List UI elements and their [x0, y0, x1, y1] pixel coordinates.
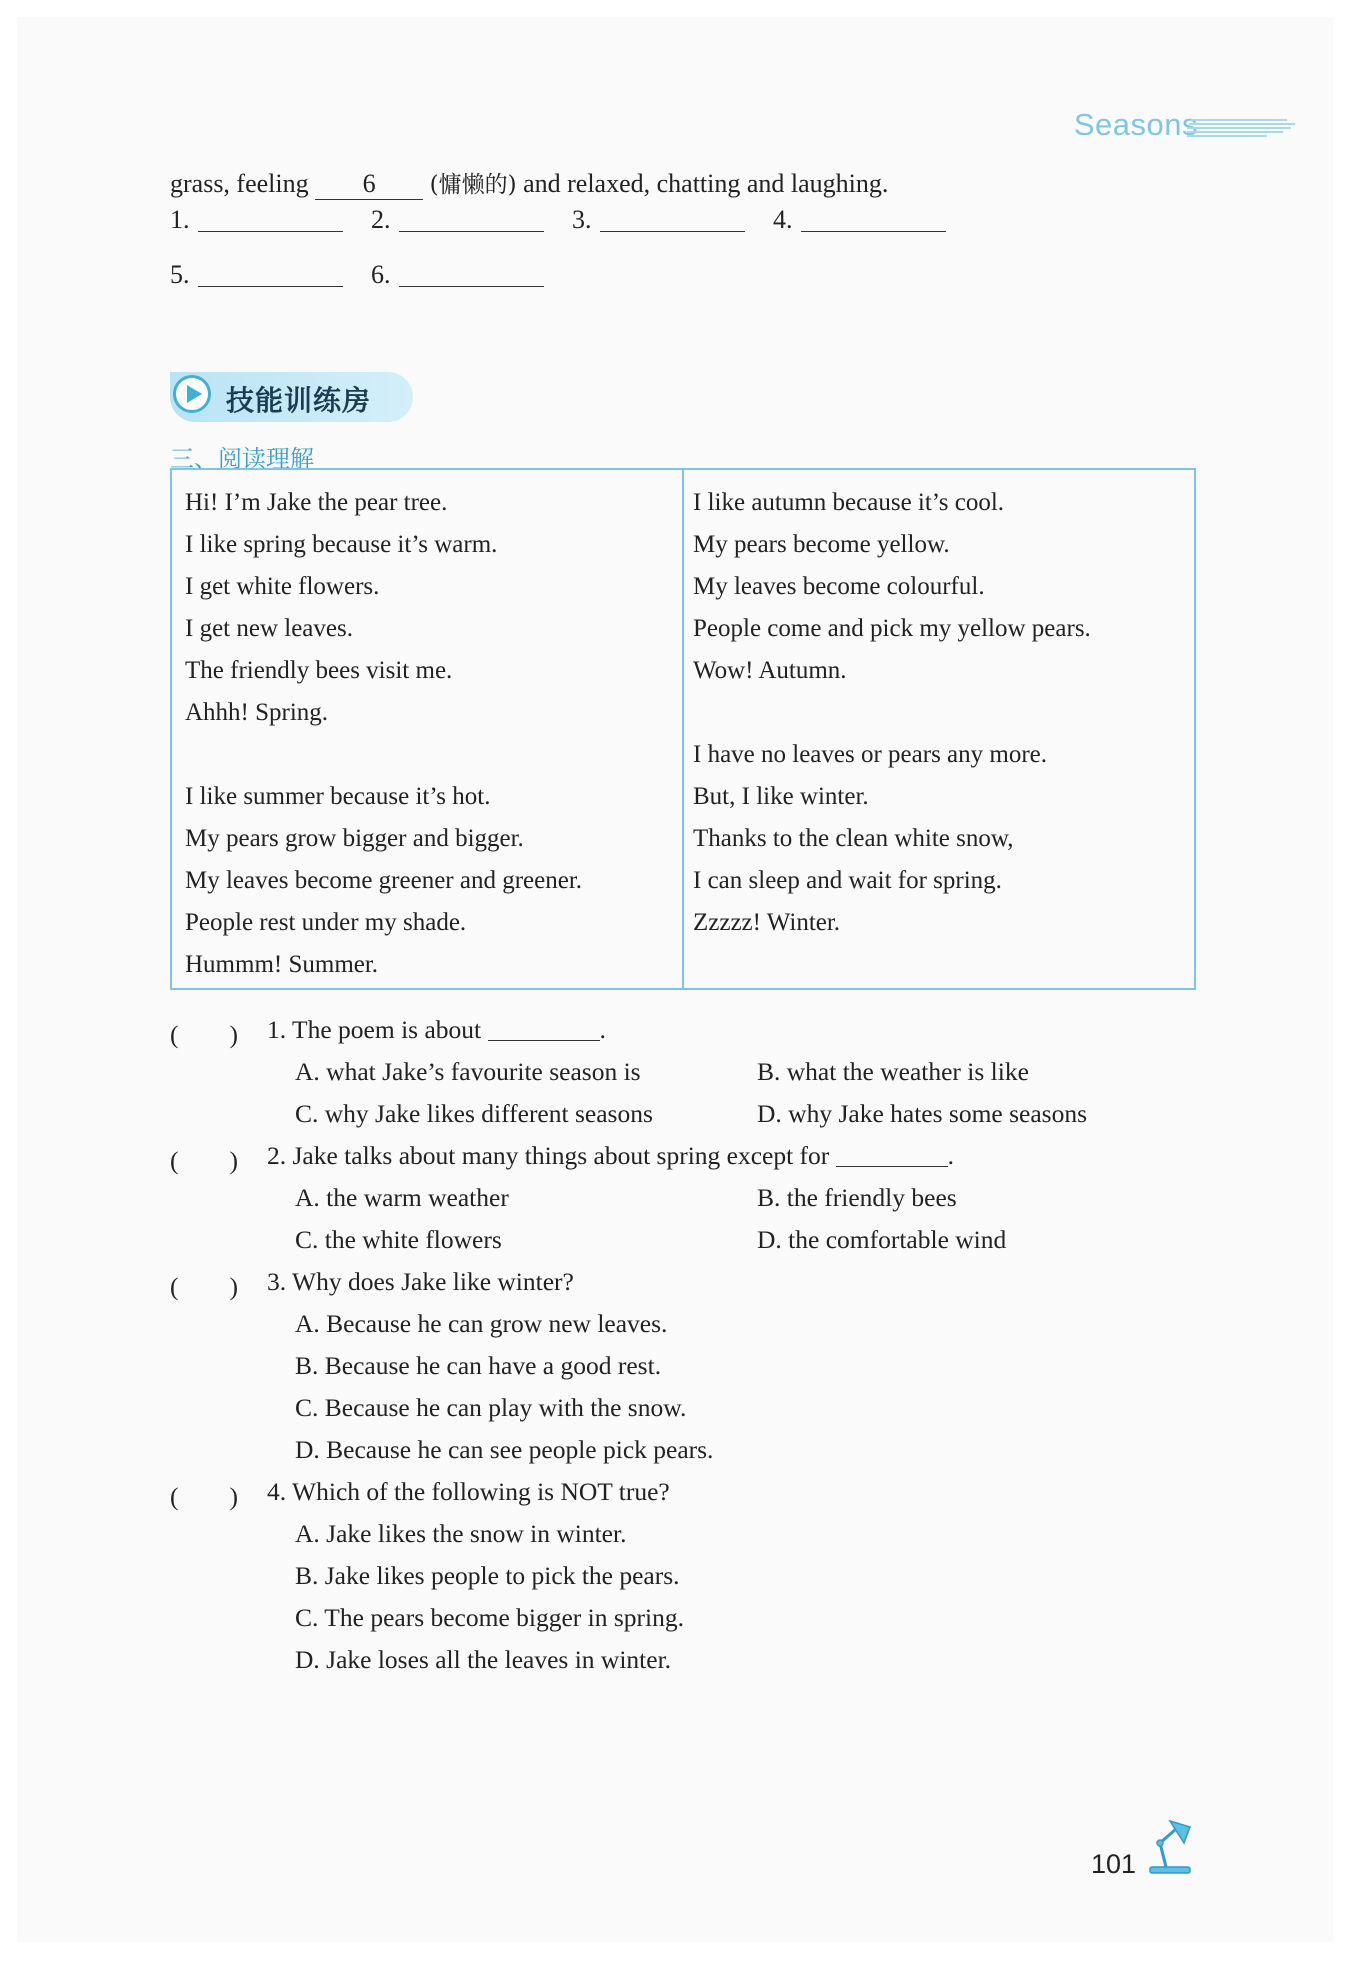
question-2-option-c: C. the white flowers	[295, 1225, 502, 1254]
question-3-option-b: B. Because he can have a good rest.	[295, 1351, 662, 1380]
poem-line: Thanks to the clean white snow,	[693, 825, 1014, 852]
answer-blank[interactable]	[198, 205, 343, 232]
answer-item-2[interactable]: 2.	[371, 205, 544, 235]
workbook-page	[17, 17, 1333, 1942]
question-blank	[488, 1016, 600, 1041]
poem-divider	[682, 470, 684, 988]
poem-line: I have no leaves or pears any more.	[693, 741, 1048, 768]
poem-line: Hi! I’m Jake the pear tree.	[185, 489, 448, 516]
poem-box	[170, 468, 1196, 990]
poem-line: People rest under my shade.	[185, 909, 467, 936]
poem-line: My pears become yellow.	[693, 531, 950, 558]
poem-line: The friendly bees visit me.	[185, 657, 453, 684]
poem-line: But, I like winter.	[693, 783, 869, 810]
poem-right-column	[693, 482, 1091, 944]
poem-line: I like summer because it’s hot.	[185, 783, 491, 810]
cloze-line	[170, 166, 888, 200]
running-header-title: Seasons	[1073, 107, 1198, 142]
poem-line: Hummm! Summer.	[185, 951, 379, 978]
poem-line: Zzzzz! Winter.	[693, 909, 841, 936]
poem-line: My leaves become greener and greener.	[185, 867, 583, 894]
question-2-option-b: B. the friendly bees	[757, 1183, 957, 1212]
poem-line: I like autumn because it’s cool.	[693, 489, 1005, 516]
answer-item-5[interactable]: 5.	[170, 260, 343, 290]
answer-item-6[interactable]: 6.	[371, 260, 544, 290]
section-badge	[170, 372, 413, 422]
desk-lamp-icon	[1140, 1817, 1200, 1877]
section-subtitle: 三、阅读理解	[170, 445, 314, 473]
poem-line: My pears grow bigger and bigger.	[185, 825, 524, 852]
question-1-stem: 1. The poem is about .	[267, 1015, 606, 1044]
answer-blank[interactable]	[399, 205, 544, 232]
question-1-option-b: B. what the weather is like	[757, 1057, 1029, 1086]
poem-line: I can sleep and wait for spring.	[693, 867, 1002, 894]
question-3-option-d: D. Because he can see people pick pears.	[295, 1435, 714, 1464]
cloze-text-after: and relaxed, chatting and laughing.	[523, 169, 889, 198]
question-2-option-a: A. the warm weather	[295, 1183, 509, 1212]
question-4-option-d: D. Jake loses all the leaves in winter.	[295, 1645, 672, 1674]
poem-line: My leaves become colourful.	[693, 573, 985, 600]
question-1-option-c: C. why Jake likes different seasons	[295, 1099, 653, 1128]
question-3-option-c: C. Because he can play with the snow.	[295, 1393, 687, 1422]
poem-line	[185, 734, 582, 776]
question-4-option-a: A. Jake likes the snow in winter.	[295, 1519, 627, 1548]
question-2-option-d: D. the comfortable wind	[757, 1225, 1007, 1254]
answer-blank[interactable]	[198, 260, 343, 287]
answer-item-4[interactable]: 4.	[773, 205, 946, 235]
poem-line: I like spring because it’s warm.	[185, 531, 498, 558]
poem-line: I get new leaves.	[185, 615, 353, 642]
header-stripes-decoration	[1187, 118, 1297, 138]
poem-line: I get white flowers.	[185, 573, 380, 600]
poem-line	[693, 692, 1091, 734]
answer-item-1[interactable]: 1.	[170, 205, 343, 235]
cloze-text-before: grass, feeling	[170, 169, 309, 198]
poem-left-column	[185, 482, 582, 986]
poem-line: Ahhh! Spring.	[185, 699, 329, 726]
question-4-option-b: B. Jake likes people to pick the pears.	[295, 1561, 680, 1590]
answer-item-3[interactable]: 3.	[572, 205, 745, 235]
question-4-stem: 4. Which of the following is NOT true?	[267, 1477, 670, 1506]
cloze-hint: (慵懒的)	[429, 172, 517, 198]
question-1-option-a: A. what Jake’s favourite season is	[295, 1057, 641, 1086]
poem-line: Wow! Autumn.	[693, 657, 847, 684]
page-number: 101	[1091, 1849, 1137, 1879]
question-3-option-a: A. Because he can grow new leaves.	[295, 1309, 668, 1338]
answer-paren-1[interactable]: ( )	[170, 1020, 238, 1049]
cloze-blank-6: 6	[315, 169, 423, 200]
section-badge-title: 技能训练房	[226, 384, 372, 417]
answer-blank[interactable]	[600, 205, 745, 232]
question-3-stem: 3. Why does Jake like winter?	[267, 1267, 574, 1296]
play-icon	[173, 375, 211, 413]
question-1-option-d: D. why Jake hates some seasons	[757, 1099, 1088, 1128]
answer-paren-3[interactable]: ( )	[170, 1272, 238, 1301]
question-blank	[836, 1142, 948, 1167]
answer-blank[interactable]	[399, 260, 544, 287]
question-2-stem: 2. Jake talks about many things about spring except for .	[267, 1141, 955, 1170]
answer-paren-2[interactable]: ( )	[170, 1146, 238, 1175]
question-4-option-c: C. The pears become bigger in spring.	[295, 1603, 685, 1632]
answer-paren-4[interactable]: ( )	[170, 1482, 238, 1511]
poem-line: People come and pick my yellow pears.	[693, 615, 1091, 642]
answer-blank[interactable]	[801, 205, 946, 232]
